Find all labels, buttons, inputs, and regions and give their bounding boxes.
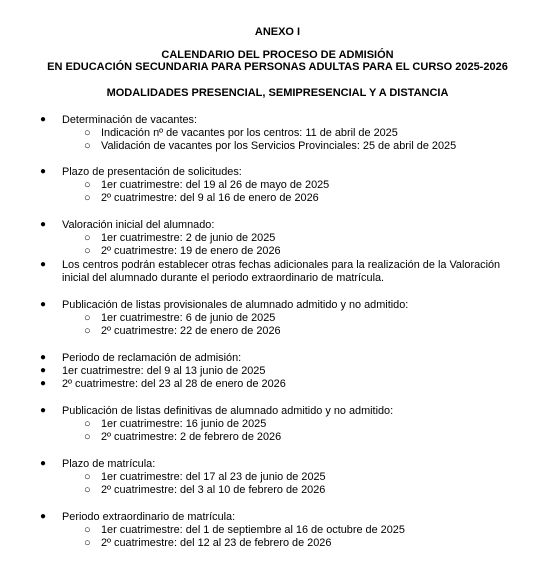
section-matricula-label: Plazo de matrícula:	[62, 458, 156, 470]
list-item: 2º cuatrimestre: del 12 al 23 de febrero de 2026	[101, 537, 332, 549]
bullet-icon: ●	[40, 299, 47, 310]
sub-bullet-icon: ○	[84, 312, 91, 324]
list-item: 2º cuatrimestre: del 9 al 16 de enero de 2026	[101, 192, 319, 204]
list-item: 1er cuatrimestre: del 19 al 26 de mayo de 2025	[101, 179, 330, 191]
section-vacantes-label: Determinación de vacantes:	[62, 114, 197, 126]
list-item: 1er cuatrimestre: 2 de junio de 2025	[101, 232, 276, 244]
bullet-icon: ●	[40, 405, 47, 416]
bullet-icon: ●	[40, 352, 47, 363]
bullet-icon: ●	[40, 114, 47, 125]
bullet-icon: ●	[40, 365, 47, 376]
sub-bullet-icon: ○	[84, 127, 91, 139]
section-extraordinario-label: Periodo extraordinario de matrícula:	[62, 511, 236, 523]
sub-bullet-icon: ○	[84, 245, 91, 257]
bullet-icon: ●	[40, 166, 47, 177]
list-item: Indicación nº de vacantes por los centros: 11 de abril de 2025	[101, 127, 398, 139]
sub-bullet-icon: ○	[84, 232, 91, 244]
list-item: 2º cuatrimestre: del 23 al 28 de enero de 2026	[62, 378, 286, 390]
section-valoracion-label: Valoración inicial del alumnado:	[62, 219, 215, 231]
bullet-icon: ●	[40, 511, 47, 522]
list-item: 2º cuatrimestre: 19 de enero de 2026	[101, 245, 281, 257]
sub-bullet-icon: ○	[84, 524, 91, 536]
sub-bullet-icon: ○	[84, 418, 91, 430]
section-solicitudes-label: Plazo de presentación de solicitudes:	[62, 166, 242, 178]
list-item: 1er cuatrimestre: del 1 de septiembre al 16 de octubre de 2025	[101, 524, 405, 536]
sub-bullet-icon: ○	[84, 471, 91, 483]
bullet-icon: ●	[40, 219, 47, 230]
sub-bullet-icon: ○	[84, 484, 91, 496]
section-reclamacion-label: Periodo de reclamación de admisión:	[62, 352, 242, 364]
sub-bullet-icon: ○	[84, 325, 91, 337]
document-title-line-2: EN EDUCACIÓN SECUNDARIA PARA PERSONAS ADULTAS PARA EL CURSO 2025-2026	[47, 61, 508, 73]
section-provisionales-label: Publicación de listas provisionales de alumnado admitido y no admitido:	[62, 299, 409, 311]
sub-bullet-icon: ○	[84, 192, 91, 204]
sub-bullet-icon: ○	[84, 179, 91, 191]
sub-bullet-icon: ○	[84, 431, 91, 443]
bullet-icon: ●	[40, 458, 47, 469]
document-title-line-1: CALENDARIO DEL PROCESO DE ADMISIÓN	[161, 49, 394, 61]
list-item: 1er cuatrimestre: del 9 al 13 junio de 2025	[62, 365, 266, 377]
annex-heading: ANEXO I	[254, 26, 301, 38]
bullet-icon: ●	[40, 378, 47, 389]
list-item: 1er cuatrimestre: 6 de junio de 2025	[101, 312, 276, 324]
valoracion-note-line-2: inicial del alumnado durante el periodo extraordinario de matrícula.	[62, 272, 385, 284]
list-item: 1er cuatrimestre: del 17 al 23 de junio de 2025	[101, 471, 326, 483]
list-item: 1er cuatrimestre: 16 junio de 2025	[101, 418, 267, 430]
modalities-subtitle: MODALIDADES PRESENCIAL, SEMIPRESENCIAL Y A DISTANCIA	[106, 87, 449, 99]
valoracion-note-line-1: Los centros podrán establecer otras fechas adicionales para la realización de la Valoración	[62, 259, 501, 271]
section-definitivas-label: Publicación de listas definitivas de alumnado admitido y no admitido:	[62, 405, 394, 417]
list-item: Validación de vacantes por los Servicios Provinciales: 25 de abril de 2025	[101, 140, 457, 152]
list-item: 2º cuatrimestre: 22 de enero de 2026	[101, 325, 281, 337]
list-item: 2º cuatrimestre: 2 de febrero de 2026	[101, 431, 282, 443]
list-item: 2º cuatrimestre: del 3 al 10 de febrero de 2026	[101, 484, 326, 496]
bullet-icon: ●	[40, 259, 47, 270]
sub-bullet-icon: ○	[84, 140, 91, 152]
sub-bullet-icon: ○	[84, 537, 91, 549]
